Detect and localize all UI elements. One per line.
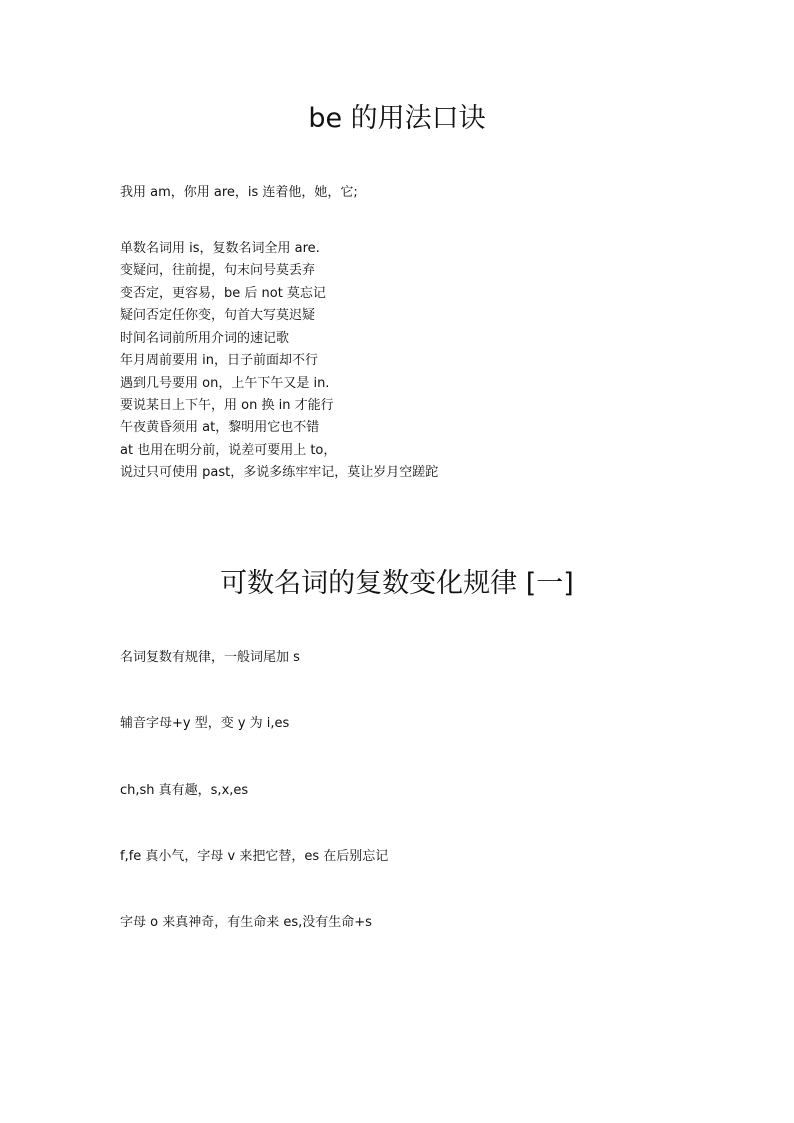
text-line: 时间名词前所用介词的速记歌: [120, 331, 290, 346]
section-title-plural-rules: 可数名词的复数变化规律 [一]: [220, 568, 574, 599]
text-line: 要说某日上下午，用 on 换 in 才能行: [120, 398, 334, 413]
rule-line: ch,sh 真有趣，s,x,es: [120, 783, 249, 798]
text-line: at 也用在明分前，说差可要用上 to，: [120, 443, 337, 458]
section-title-be-usage: be 的用法口诀: [308, 103, 486, 134]
text-line: 说过只可使用 past，多说多练牢牢记，莫让岁月空蹉跎: [120, 465, 439, 480]
rule-line: 字母 o 来真神奇，有生命来 es,没有生命+s: [120, 915, 372, 930]
text-line: 变疑问，往前提，句末问号莫丢弃: [120, 263, 316, 278]
text-line: 疑问否定任你变，句首大写莫迟疑: [120, 308, 316, 323]
intro-line: 我用 am，你用 are，is 连着他，她，它;: [120, 185, 358, 200]
rule-line: f,fe 真小气，字母 v 来把它替，es 在后别忘记: [120, 849, 389, 864]
text-line: 变否定，更容易，be 后 not 莫忘记: [120, 286, 326, 301]
text-line: 午夜黄昏须用 at，黎明用它也不错: [120, 420, 320, 435]
text-line: 单数名词用 is，复数名词全用 are.: [120, 241, 320, 256]
rule-line: 辅音字母+y 型，变 y 为 i,es: [120, 716, 290, 731]
text-line: 年月周前要用 in，日子前面却不行: [120, 353, 318, 368]
text-line: 遇到几号要用 on，上午下午又是 in.: [120, 376, 330, 391]
rule-line: 名词复数有规律，一般词尾加 s: [120, 650, 300, 665]
